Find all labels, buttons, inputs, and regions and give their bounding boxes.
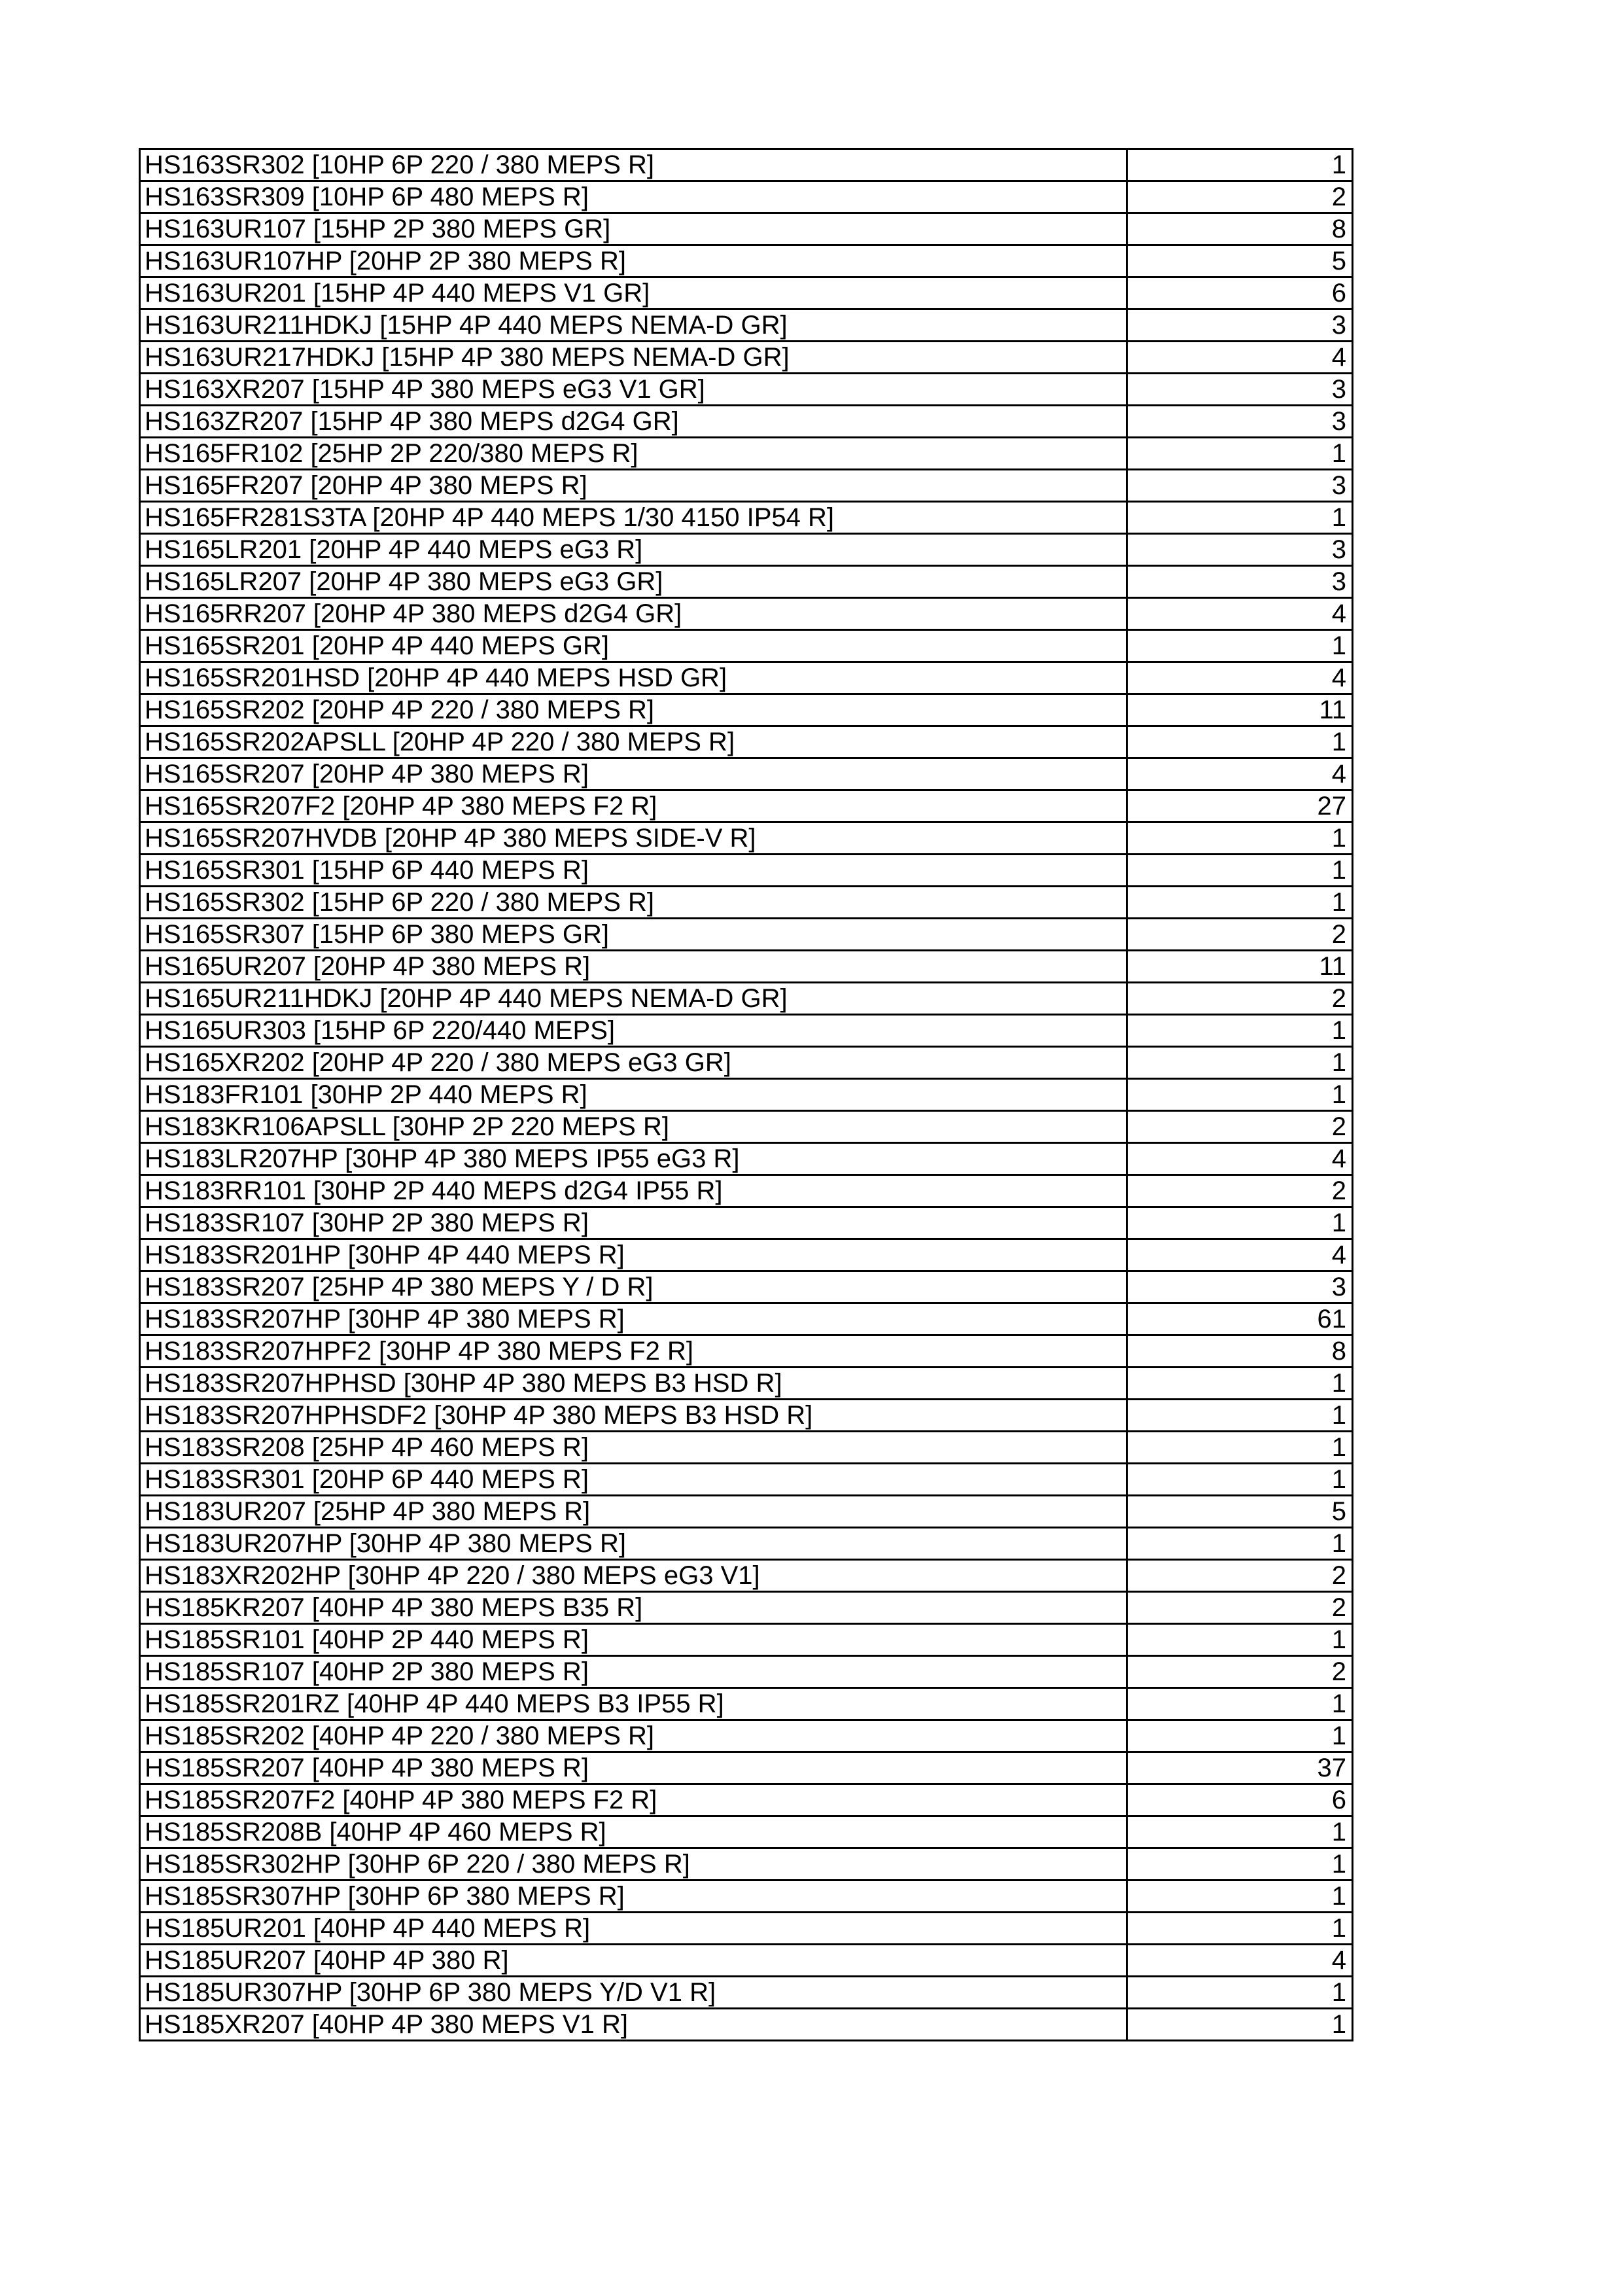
item-description-cell: HS185KR207 [40HP 4P 380 MEPS B35 R] — [140, 1592, 1127, 1624]
quantity-cell: 1 — [1127, 1015, 1353, 1047]
table-row — [140, 277, 1353, 309]
quantity-cell: 11 — [1127, 951, 1353, 983]
item-description-cell: HS183XR202HP [30HP 4P 220 / 380 MEPS eG3 V1] — [140, 1560, 1127, 1592]
item-description-cell: HS165SR202APSLL [20HP 4P 220 / 380 MEPS R] — [140, 726, 1127, 758]
table-row — [140, 470, 1353, 502]
quantity-cell: 1 — [1127, 1368, 1353, 1400]
table-row — [140, 855, 1353, 887]
table-row — [140, 245, 1353, 277]
table-row — [140, 1175, 1353, 1207]
table-row — [140, 566, 1353, 598]
table-row — [140, 1816, 1353, 1848]
quantity-cell: 1 — [1127, 1720, 1353, 1752]
table-row — [140, 758, 1353, 790]
table-row — [140, 1528, 1353, 1560]
item-description-cell: HS163XR207 [15HP 4P 380 MEPS eG3 V1 GR] — [140, 374, 1127, 406]
table-row — [140, 887, 1353, 919]
table-row — [140, 726, 1353, 758]
item-description-cell: HS165SR207 [20HP 4P 380 MEPS R] — [140, 758, 1127, 790]
quantity-cell: 4 — [1127, 758, 1353, 790]
table-row — [140, 1015, 1353, 1047]
quantity-cell: 1 — [1127, 726, 1353, 758]
table-row — [140, 662, 1353, 694]
item-description-cell: HS163UR107HP [20HP 2P 380 MEPS R] — [140, 245, 1127, 277]
item-description-cell: HS183SR201HP [30HP 4P 440 MEPS R] — [140, 1239, 1127, 1271]
table-row — [140, 374, 1353, 406]
quantity-cell: 1 — [1127, 1047, 1353, 1079]
item-description-cell: HS183UR207 [25HP 4P 380 MEPS R] — [140, 1496, 1127, 1528]
table-row — [140, 1143, 1353, 1175]
item-description-cell: HS185SR201RZ [40HP 4P 440 MEPS B3 IP55 R] — [140, 1688, 1127, 1720]
quantity-cell: 1 — [1127, 438, 1353, 470]
item-description-cell: HS165SR201 [20HP 4P 440 MEPS GR] — [140, 630, 1127, 662]
table-row — [140, 181, 1353, 213]
item-description-cell: HS185UR307HP [30HP 6P 380 MEPS Y/D V1 R] — [140, 1977, 1127, 2009]
item-description-cell: HS185SR208B [40HP 4P 460 MEPS R] — [140, 1816, 1127, 1848]
item-description-cell: HS163SR309 [10HP 6P 480 MEPS R] — [140, 181, 1127, 213]
item-description-cell: HS163SR302 [10HP 6P 220 / 380 MEPS R] — [140, 149, 1127, 181]
table-row — [140, 1464, 1353, 1496]
quantity-cell: 4 — [1127, 598, 1353, 630]
table-row — [140, 1752, 1353, 1784]
quantity-cell: 1 — [1127, 630, 1353, 662]
item-description-cell: HS165SR201HSD [20HP 4P 440 MEPS HSD GR] — [140, 662, 1127, 694]
quantity-cell: 1 — [1127, 1688, 1353, 1720]
item-description-cell: HS165UR211HDKJ [20HP 4P 440 MEPS NEMA-D GR] — [140, 983, 1127, 1015]
item-description-cell: HS165SR202 [20HP 4P 220 / 380 MEPS R] — [140, 694, 1127, 726]
quantity-cell: 3 — [1127, 309, 1353, 342]
table-row — [140, 1560, 1353, 1592]
quantity-cell: 1 — [1127, 1400, 1353, 1432]
table-row — [140, 502, 1353, 534]
quantity-cell: 2 — [1127, 1111, 1353, 1143]
table-row — [140, 822, 1353, 855]
item-description-cell: HS183SR207HPHSDF2 [30HP 4P 380 MEPS B3 HSD R] — [140, 1400, 1127, 1432]
quantity-cell: 5 — [1127, 1496, 1353, 1528]
item-description-cell: HS183SR207HPF2 [30HP 4P 380 MEPS F2 R] — [140, 1335, 1127, 1368]
table-row — [140, 213, 1353, 245]
table-row — [140, 1848, 1353, 1881]
quantity-cell: 1 — [1127, 855, 1353, 887]
table-row — [140, 342, 1353, 374]
item-description-cell: HS183SR207HPHSD [30HP 4P 380 MEPS B3 HSD R] — [140, 1368, 1127, 1400]
table-row — [140, 1111, 1353, 1143]
table-row — [140, 1047, 1353, 1079]
quantity-cell: 6 — [1127, 1784, 1353, 1816]
item-description-cell: HS185SR302HP [30HP 6P 220 / 380 MEPS R] — [140, 1848, 1127, 1881]
quantity-cell: 3 — [1127, 1271, 1353, 1303]
quantity-cell: 2 — [1127, 1175, 1353, 1207]
table-row — [140, 1400, 1353, 1432]
quantity-cell: 2 — [1127, 983, 1353, 1015]
table-row — [140, 1079, 1353, 1111]
table-row — [140, 1496, 1353, 1528]
table-row — [140, 1592, 1353, 1624]
item-description-cell: HS165FR207 [20HP 4P 380 MEPS R] — [140, 470, 1127, 502]
item-description-cell: HS165SR301 [15HP 6P 440 MEPS R] — [140, 855, 1127, 887]
quantity-cell: 1 — [1127, 1848, 1353, 1881]
item-description-cell: HS165LR207 [20HP 4P 380 MEPS eG3 GR] — [140, 566, 1127, 598]
item-description-cell: HS183LR207HP [30HP 4P 380 MEPS IP55 eG3 R] — [140, 1143, 1127, 1175]
table-row — [140, 309, 1353, 342]
item-description-cell: HS165SR302 [15HP 6P 220 / 380 MEPS R] — [140, 887, 1127, 919]
table-row — [140, 1945, 1353, 1977]
table-row — [140, 1913, 1353, 1945]
table-row — [140, 438, 1353, 470]
quantity-cell: 1 — [1127, 1464, 1353, 1496]
item-description-cell: HS165UR207 [20HP 4P 380 MEPS R] — [140, 951, 1127, 983]
table-row — [140, 1271, 1353, 1303]
table-row — [140, 1688, 1353, 1720]
item-description-cell: HS185SR107 [40HP 2P 380 MEPS R] — [140, 1656, 1127, 1688]
inventory-table-body — [140, 149, 1353, 2041]
quantity-cell: 4 — [1127, 1143, 1353, 1175]
inventory-sheet — [139, 148, 1352, 2041]
quantity-cell: 2 — [1127, 1656, 1353, 1688]
table-row — [140, 598, 1353, 630]
table-row — [140, 1784, 1353, 1816]
quantity-cell: 2 — [1127, 181, 1353, 213]
quantity-cell: 1 — [1127, 1079, 1353, 1111]
quantity-cell: 61 — [1127, 1303, 1353, 1335]
item-description-cell: HS183SR301 [20HP 6P 440 MEPS R] — [140, 1464, 1127, 1496]
item-description-cell: HS165RR207 [20HP 4P 380 MEPS d2G4 GR] — [140, 598, 1127, 630]
quantity-cell: 1 — [1127, 1528, 1353, 1560]
table-row — [140, 983, 1353, 1015]
quantity-cell: 2 — [1127, 1592, 1353, 1624]
table-row — [140, 790, 1353, 822]
item-description-cell: HS185SR307HP [30HP 6P 380 MEPS R] — [140, 1881, 1127, 1913]
item-description-cell: HS165XR202 [20HP 4P 220 / 380 MEPS eG3 GR] — [140, 1047, 1127, 1079]
item-description-cell: HS163ZR207 [15HP 4P 380 MEPS d2G4 GR] — [140, 406, 1127, 438]
quantity-cell: 1 — [1127, 1977, 1353, 2009]
quantity-cell: 2 — [1127, 1560, 1353, 1592]
quantity-cell: 3 — [1127, 566, 1353, 598]
table-row — [140, 149, 1353, 181]
quantity-cell: 3 — [1127, 534, 1353, 566]
quantity-cell: 1 — [1127, 1624, 1353, 1656]
quantity-cell: 2 — [1127, 919, 1353, 951]
quantity-cell: 37 — [1127, 1752, 1353, 1784]
item-description-cell: HS183SR207HP [30HP 4P 380 MEPS R] — [140, 1303, 1127, 1335]
item-description-cell: HS165SR207F2 [20HP 4P 380 MEPS F2 R] — [140, 790, 1127, 822]
quantity-cell: 1 — [1127, 1816, 1353, 1848]
table-row — [140, 1656, 1353, 1688]
quantity-cell: 1 — [1127, 1432, 1353, 1464]
table-row — [140, 1207, 1353, 1239]
inventory-table — [139, 148, 1353, 2041]
quantity-cell: 3 — [1127, 406, 1353, 438]
item-description-cell: HS183KR106APSLL [30HP 2P 220 MEPS R] — [140, 1111, 1127, 1143]
table-row — [140, 1368, 1353, 1400]
table-row — [140, 1239, 1353, 1271]
item-description-cell: HS165UR303 [15HP 6P 220/440 MEPS] — [140, 1015, 1127, 1047]
item-description-cell: HS165FR281S3TA [20HP 4P 440 MEPS 1/30 4150 IP54 R] — [140, 502, 1127, 534]
table-row — [140, 951, 1353, 983]
quantity-cell: 4 — [1127, 662, 1353, 694]
quantity-cell: 4 — [1127, 1239, 1353, 1271]
table-row — [140, 534, 1353, 566]
quantity-cell: 4 — [1127, 1945, 1353, 1977]
table-row — [140, 1303, 1353, 1335]
item-description-cell: HS183UR207HP [30HP 4P 380 MEPS R] — [140, 1528, 1127, 1560]
item-description-cell: HS165LR201 [20HP 4P 440 MEPS eG3 R] — [140, 534, 1127, 566]
table-row — [140, 1432, 1353, 1464]
quantity-cell: 11 — [1127, 694, 1353, 726]
quantity-cell: 1 — [1127, 1207, 1353, 1239]
table-row — [140, 1624, 1353, 1656]
table-row — [140, 2009, 1353, 2041]
item-description-cell: HS163UR201 [15HP 4P 440 MEPS V1 GR] — [140, 277, 1127, 309]
table-row — [140, 919, 1353, 951]
quantity-cell: 1 — [1127, 822, 1353, 855]
quantity-cell: 27 — [1127, 790, 1353, 822]
quantity-cell: 6 — [1127, 277, 1353, 309]
item-description-cell: HS163UR211HDKJ [15HP 4P 440 MEPS NEMA-D GR] — [140, 309, 1127, 342]
item-description-cell: HS163UR107 [15HP 2P 380 MEPS GR] — [140, 213, 1127, 245]
quantity-cell: 3 — [1127, 470, 1353, 502]
item-description-cell: HS183SR207 [25HP 4P 380 MEPS Y / D R] — [140, 1271, 1127, 1303]
quantity-cell: 8 — [1127, 1335, 1353, 1368]
item-description-cell: HS183RR101 [30HP 2P 440 MEPS d2G4 IP55 R] — [140, 1175, 1127, 1207]
table-row — [140, 694, 1353, 726]
item-description-cell: HS185SR101 [40HP 2P 440 MEPS R] — [140, 1624, 1127, 1656]
table-row — [140, 1977, 1353, 2009]
table-row — [140, 406, 1353, 438]
table-row — [140, 1335, 1353, 1368]
item-description-cell: HS183SR208 [25HP 4P 460 MEPS R] — [140, 1432, 1127, 1464]
item-description-cell: HS165SR307 [15HP 6P 380 MEPS GR] — [140, 919, 1127, 951]
item-description-cell: HS185SR202 [40HP 4P 220 / 380 MEPS R] — [140, 1720, 1127, 1752]
quantity-cell: 8 — [1127, 213, 1353, 245]
quantity-cell: 1 — [1127, 149, 1353, 181]
quantity-cell: 5 — [1127, 245, 1353, 277]
item-description-cell: HS185SR207 [40HP 4P 380 MEPS R] — [140, 1752, 1127, 1784]
item-description-cell: HS185SR207F2 [40HP 4P 380 MEPS F2 R] — [140, 1784, 1127, 1816]
quantity-cell: 4 — [1127, 342, 1353, 374]
quantity-cell: 1 — [1127, 1913, 1353, 1945]
item-description-cell: HS183SR107 [30HP 2P 380 MEPS R] — [140, 1207, 1127, 1239]
quantity-cell: 1 — [1127, 887, 1353, 919]
item-description-cell: HS185UR207 [40HP 4P 380 R] — [140, 1945, 1127, 1977]
quantity-cell: 1 — [1127, 1881, 1353, 1913]
item-description-cell: HS183FR101 [30HP 2P 440 MEPS R] — [140, 1079, 1127, 1111]
item-description-cell: HS163UR217HDKJ [15HP 4P 380 MEPS NEMA-D GR] — [140, 342, 1127, 374]
item-description-cell: HS165SR207HVDB [20HP 4P 380 MEPS SIDE-V R] — [140, 822, 1127, 855]
table-row — [140, 630, 1353, 662]
quantity-cell: 1 — [1127, 502, 1353, 534]
item-description-cell: HS185XR207 [40HP 4P 380 MEPS V1 R] — [140, 2009, 1127, 2041]
quantity-cell: 1 — [1127, 2009, 1353, 2041]
item-description-cell: HS165FR102 [25HP 2P 220/380 MEPS R] — [140, 438, 1127, 470]
table-row — [140, 1881, 1353, 1913]
quantity-cell: 3 — [1127, 374, 1353, 406]
item-description-cell: HS185UR201 [40HP 4P 440 MEPS R] — [140, 1913, 1127, 1945]
table-row — [140, 1720, 1353, 1752]
